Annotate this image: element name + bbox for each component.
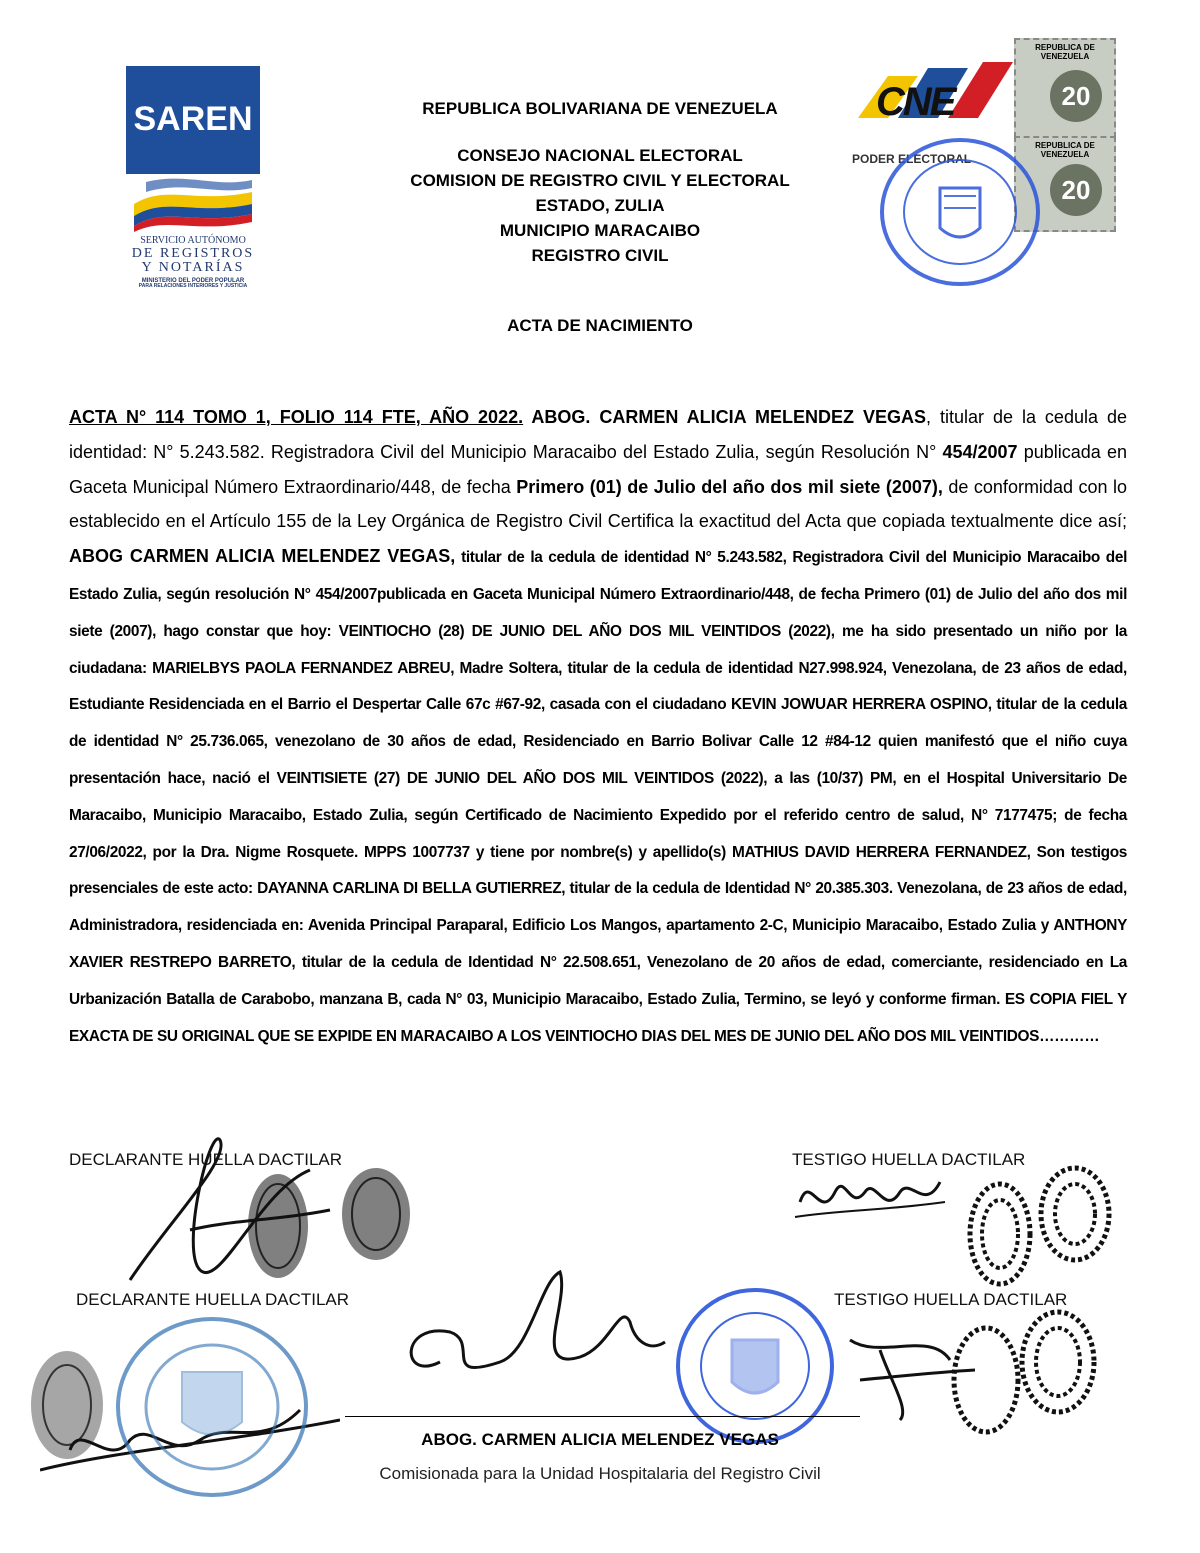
resolution-date: Primero (01) de Julio del año dos mil siete (2007), xyxy=(516,476,943,497)
testigo-2-signature-icon xyxy=(820,1320,980,1430)
stamp-country-2: REPUBLICA DE VENEZUELA xyxy=(1035,141,1095,159)
stamp-country: REPUBLICA DE VENEZUELA xyxy=(1035,43,1095,61)
saren-line5: PARA RELACIONES INTERIORES Y JUSTICIA xyxy=(138,283,248,290)
cne-logo-title: CNE xyxy=(876,80,955,124)
testigo-label-2: TESTIGO HUELLA DACTILAR xyxy=(834,1290,1068,1309)
header-council: CONSEJO NACIONAL ELECTORAL xyxy=(457,146,743,165)
testigo-label-1: TESTIGO HUELLA DACTILAR xyxy=(792,1150,1026,1169)
document-title: ACTA DE NACIMIENTO xyxy=(507,316,693,335)
saren-line4: MINISTERIO DEL PODER POPULAR xyxy=(141,277,245,284)
saren-line1: SERVICIO AUTÓNOMO xyxy=(140,235,246,246)
body-segment-1: , titular de la cedula de identidad: N° 5.243.582. Registradora Civil del Municipio Maracaibo del Estado Zulia, según Resolución N° xyxy=(69,407,1127,462)
document-header xyxy=(300,96,900,268)
stamp-value-2: 20 xyxy=(1050,164,1102,216)
signature-line xyxy=(345,1416,860,1417)
saren-line2: DE REGISTROS xyxy=(131,245,255,261)
declarante-label-1: DECLARANTE HUELLA DACTILAR xyxy=(69,1150,343,1169)
stamp-value: 20 xyxy=(1050,70,1102,122)
testigo-signature-icon xyxy=(790,1162,950,1242)
header-commission: COMISION DE REGISTRO CIVIL Y ELECTORAL xyxy=(410,171,790,190)
cne-logo-subtitle: PODER ELECTORAL xyxy=(852,152,972,166)
registrar-name-inline: ABOG. CARMEN ALICIA MELENDEZ VEGAS xyxy=(523,407,926,427)
declarante-label-2: DECLARANTE HUELLA DACTILAR xyxy=(76,1290,350,1309)
resolution-number: 454/2007 xyxy=(942,441,1018,462)
registrar-signature-icon xyxy=(380,1262,670,1412)
header-municipality: MUNICIPIO MARACAIBO xyxy=(499,221,701,240)
saren-logo-block xyxy=(126,66,260,174)
saren-logo xyxy=(126,66,260,288)
electoral-seal-icon xyxy=(674,1286,836,1446)
saren-logo-title: SAREN xyxy=(133,100,253,138)
body-segment-3: de conformidad con lo establecido en el Artículo 155 de la Ley Orgánica de Registro Civil Certifica la exactitud del Acta que copiada textualmente dice así; xyxy=(69,476,1128,532)
saren-flag-icon xyxy=(126,174,260,234)
copied-acta-text: titular de la cedula de identidad N° 5.243.582, Registradora Civil del Municipio Maracaibo del Estado Zulia, según resolución N° 454/2007publicada en Gaceta Municipal Número Extraordinario/448, de fecha Primero (01) de Julio del año dos mil siete (2007), hago constar que hoy: VEINTIOCHO (28) DE JUNIO DEL AÑO DOS MIL VEINTIDOS (2022), me ha sido presentado un niño por la ciudadana: MARIELBYS PAOLA FERNANDEZ ABREU, Madre Soltera, titular de la cedula de identidad N27.998.924, Venezolana, de 23 años de edad, Estudiante Residenciada en el Barrio el Despertar Calle 67c #67-92, casada con el ciudadano KEVIN JOWUAR HERRERA OSPINO, titular de la cedula de identidad N° 25.736.065, venezolano de 30 años de edad, Residenciado en Barrio Bolivar Calle 12 #84-12 quien manifestó que el niño cuya presentación hace, nació el VEINTISIETE (27) DE JUNIO DEL AÑO DOS MIL VEINTIDOS (2022), a las (10/37) PM, en el Hospital Universitario De Maracaibo, Municipio Maracaibo, Estado Zulia, según Certificado de Nacimiento Expedido por el referido centro de salud, N° 7177475; de fecha 27/06/2022, por la Dra. Nigme Rosquete. MPPS 1007737 y tiene por nombre(s) y apellido(s) MATHIUS DAVID HERRERA FERNANDEZ, Son testigos presenciales de este acto: DAYANNA CARLINA DI BELLA GUTIERREZ, titular de la cedula de Identidad N° 20.385.303. Venezolana, de 23 años de edad, Administradora, residenciada en: Avenida Principal Paraparal, Edificio Los Mangos, apartamento 2-C, Municipio Maracaibo, Estado Zulia y ANTHONY XAVIER RESTREPO BARRETO, titular de la cedula de Identidad N° 22.508.651, Venezolano de 20 años de edad, comerciante, residenciado en La Urbanización Batalla de Carabobo, manzana B, cada N° 03, Municipio Maracaibo, Estado Zulia, Termino, se leyó y conforme firman. ES COPIA FIEL Y EXACTA DE SU ORIGINAL QUE SE EXPIDE EN MARACAIBO A LOS VEINTIOCHO DIAS DEL MES DE JUNIO DEL AÑO DOS MIL VEINTIDOS………… xyxy=(69,549,1127,1045)
header-republic: REPUBLICA BOLIVARIANA DE VENEZUELA xyxy=(422,99,778,118)
certificate-body xyxy=(69,400,1127,1054)
fiscal-stamp-top xyxy=(1014,38,1116,138)
acta-reference: ACTA N° 114 TOMO 1, FOLIO 114 FTE, AÑO 2022. xyxy=(69,407,524,427)
official-seal-icon xyxy=(878,136,1042,288)
saren-line3: Y NOTARÍAS xyxy=(141,260,245,276)
fingerprint-pair-testigo-icon xyxy=(960,1164,1130,1314)
registrar-name: ABOG. CARMEN ALICIA MELENDEZ VEGAS xyxy=(421,1430,779,1449)
registrar-role: Comisionada para la Unidad Hospitalaria del Registro Civil xyxy=(379,1464,821,1483)
header-state: ESTADO, ZULIA xyxy=(535,196,665,215)
declarante-signature-icon xyxy=(110,1130,340,1300)
header-registry: REGISTRO CIVIL xyxy=(531,246,669,265)
body-segment-2: publicada en Gaceta Municipal Número Extraordinario/448, de fecha xyxy=(69,441,1127,497)
tribunal-seal-icon xyxy=(112,1312,312,1502)
registrar-name-copy: ABOG CARMEN ALICIA MELENDEZ VEGAS, xyxy=(69,546,456,567)
